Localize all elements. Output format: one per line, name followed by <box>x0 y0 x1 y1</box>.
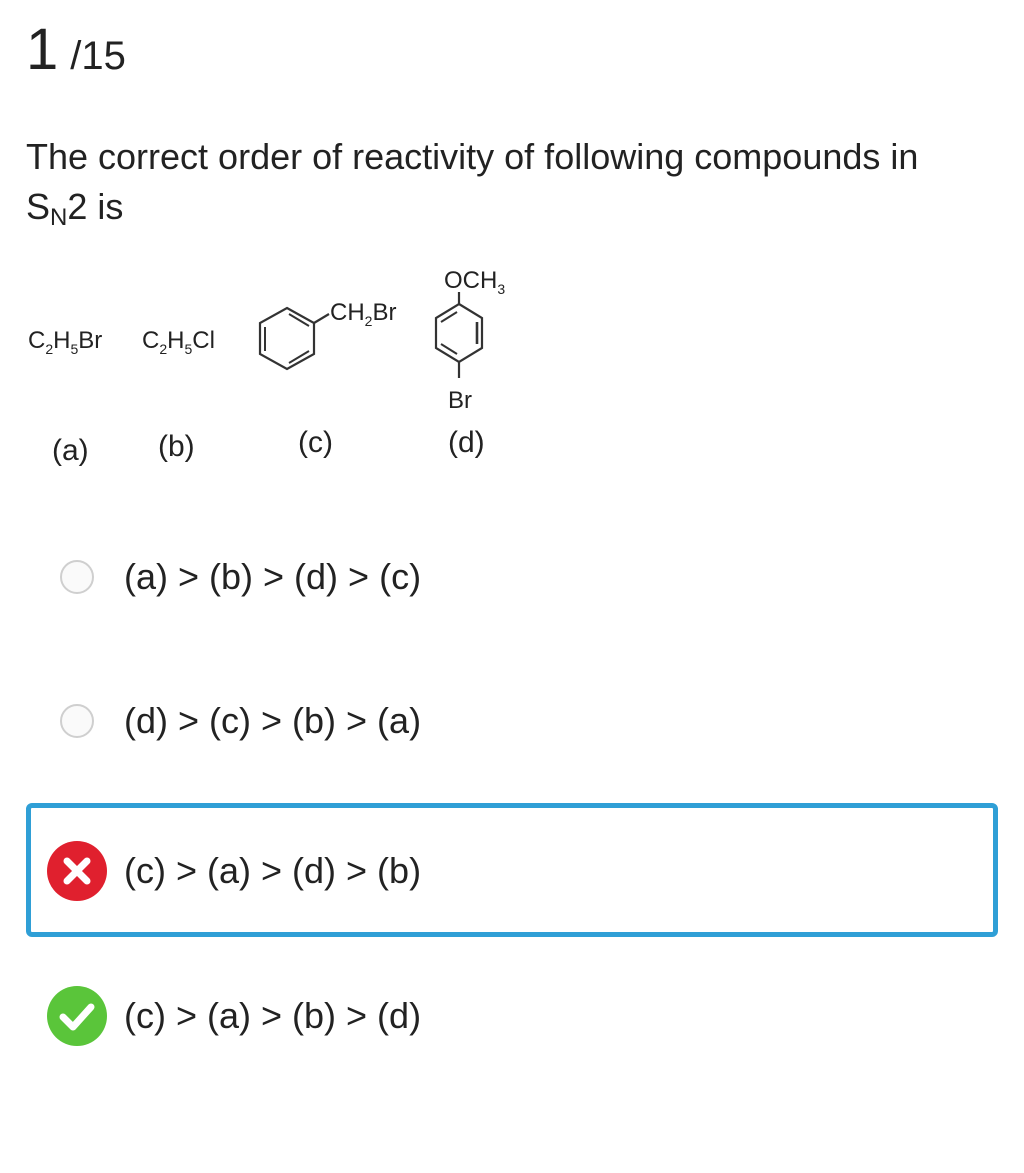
answer-option-1[interactable] <box>0 546 1024 608</box>
option-1-radio[interactable] <box>46 546 108 608</box>
option-1-label: (a) > (b) > (d) > (c) <box>124 556 422 597</box>
compound-b <box>142 327 215 463</box>
compound-a <box>28 327 102 467</box>
compound-a-formula: $C_2H_5Br$ <box>28 327 103 357</box>
option-3-status[interactable] <box>46 840 108 902</box>
question-text-s: S <box>26 186 51 227</box>
compound-c <box>260 299 396 459</box>
question-text-subscript: N <box>50 204 68 231</box>
option-4-label: (c) > (a) > (b) > (d) <box>124 995 422 1036</box>
option-2-radio[interactable] <box>46 690 108 752</box>
radio-circle-icon <box>60 560 94 594</box>
answer-option-3[interactable] <box>0 840 1024 902</box>
compound-c-substituent: $CH_2Br$ <box>330 299 397 329</box>
compound-d-label: (d) <box>448 426 485 459</box>
question-total: /15 <box>70 34 126 78</box>
option-2-label: (d) > (c) > (b) > (a) <box>124 700 422 741</box>
compound-b-formula: $C_2H_5Cl$ <box>142 327 215 357</box>
question-text-tail: 2 is <box>67 186 124 227</box>
question-text <box>26 132 986 243</box>
compound-d-bottom: Br <box>448 387 472 414</box>
compound-d <box>436 267 505 459</box>
answer-option-2[interactable] <box>0 690 1024 752</box>
compound-structures-image <box>22 256 542 476</box>
compound-c-label: (c) <box>298 426 333 459</box>
option-3-label: (c) > (a) > (d) > (b) <box>124 850 422 891</box>
compound-a-label: (a) <box>52 434 89 467</box>
compound-d-top: $OCH_3$ <box>444 267 506 297</box>
radio-circle-icon <box>60 704 94 738</box>
compound-b-label: (b) <box>158 430 195 463</box>
wrong-answer-icon <box>46 840 108 902</box>
correct-answer-icon <box>46 985 108 1047</box>
answer-option-4[interactable] <box>0 985 1024 1047</box>
question-number: 1 <box>26 17 59 82</box>
question-counter <box>26 16 126 83</box>
option-4-status[interactable] <box>46 985 108 1047</box>
question-text-main: The correct order of reactivity of following compounds in <box>26 136 919 177</box>
